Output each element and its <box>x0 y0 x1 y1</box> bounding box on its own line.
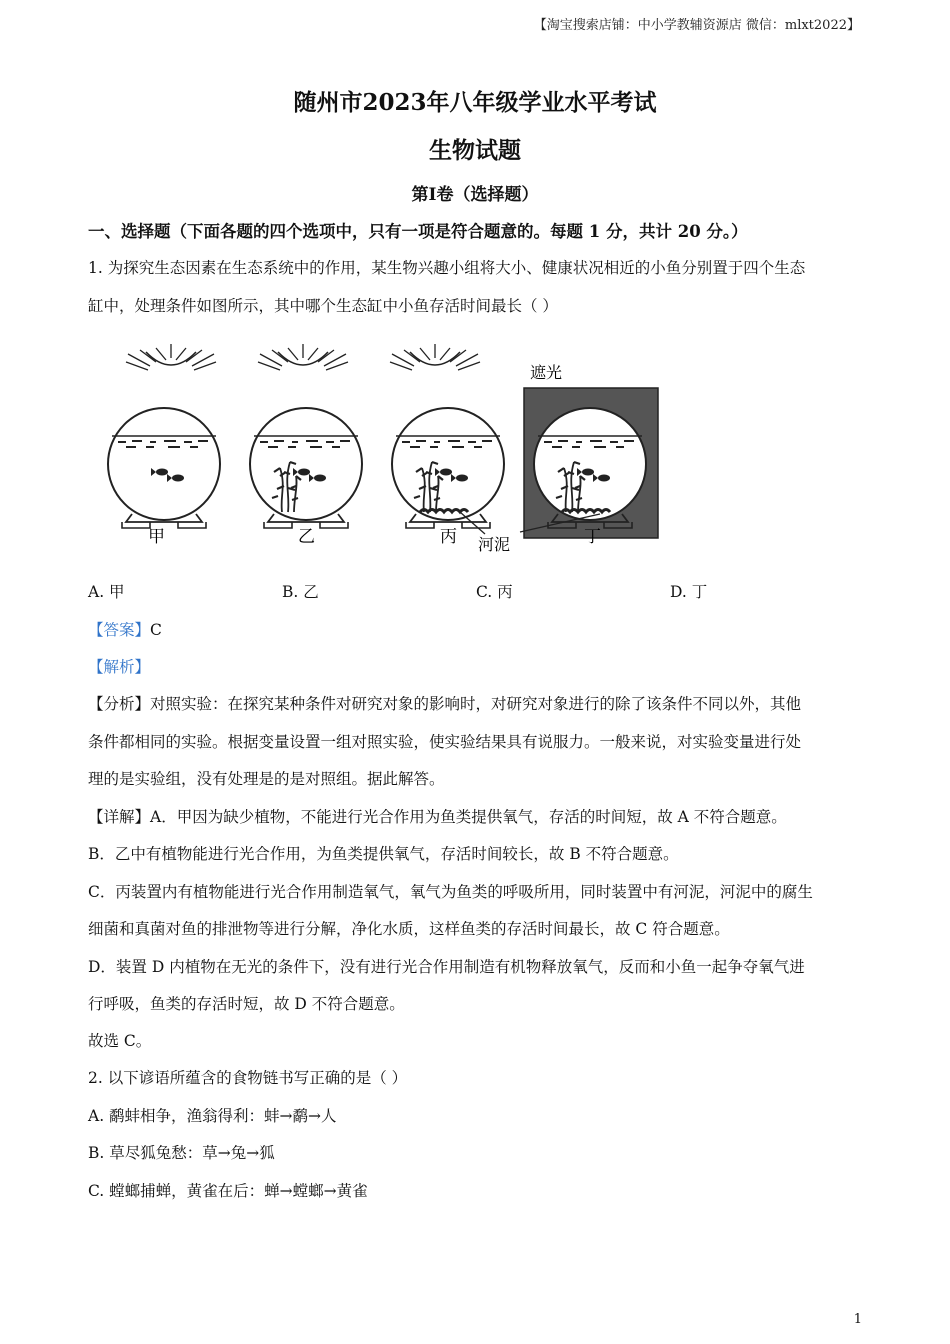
tank-label-ding: 丁 <box>584 527 601 546</box>
q1-option-a[interactable]: A. 甲 <box>88 583 125 601</box>
tank-label-bing: 丙 <box>440 527 457 546</box>
analysis-line: D．装置 D 内植物在无光的条件下，没有进行光合作用制造有机物释放氧气，反而和小鱼一起争夺氧气进 <box>88 958 805 976</box>
page-number: 1 <box>853 1312 862 1327</box>
answer-tag: 【答案】 <box>88 621 151 639</box>
header-note: 【淘宝搜索店铺：中小学教辅资源店 微信：mlxt2022】 <box>533 18 860 33</box>
q1-answer <box>88 618 162 640</box>
part-heading: 一、选择题（下面各题的四个选项中，只有一项是符合题意的。每题 1 分，共计 20 分。） <box>88 222 748 241</box>
label-mud: 河泥 <box>478 537 511 554</box>
q2-option-a[interactable]: A. 鹬蚌相争，渔翁得利：蚌→鹬→人 <box>88 1107 337 1125</box>
analysis-line: 条件都相同的实验。根据变量设置一组对照实验，使实验结果具有说服力。一般来说，对实验变量进行处 <box>88 733 802 751</box>
q2-stem: 2. 以下谚语所蕴含的食物链书写正确的是（ ） <box>88 1069 408 1087</box>
q1-option-d[interactable]: D. 丁 <box>670 583 708 601</box>
q1-stem-line-1: 1. 为探究生态因素在生态系统中的作用，某生物兴趣小组将大小、健康状况相近的小鱼分别置于四个生态 <box>88 259 806 277</box>
q1-stem-line-2: 缸中，处理条件如图所示，其中哪个生态缸中小鱼存活时间最长（ ） <box>88 297 558 315</box>
analysis-line: B．乙中有植物能进行光合作用，为鱼类提供氧气，存活时间较长，故 B 不符合题意。 <box>88 845 679 863</box>
analysis-line: 行呼吸，鱼类的存活时短，故 D 不符合题意。 <box>88 995 405 1013</box>
analysis-line: 【分析】对照实验：在探究某种条件对研究对象的影响时，对研究对象进行的除了该条件不同以外，其他 <box>88 695 802 713</box>
analysis-line: 理的是实验组，没有处理是的是对照组。据此解答。 <box>88 770 445 788</box>
tank-label-yi: 乙 <box>298 527 315 546</box>
exam-title: 随州市2023年八年级学业水平考试 <box>293 89 657 116</box>
analysis-tag: 【解析】 <box>88 658 151 676</box>
exam-subtitle: 生物试题 <box>429 137 521 164</box>
q1-option-b[interactable]: B. 乙 <box>282 583 319 601</box>
q1-option-c[interactable]: C. 丙 <box>476 583 513 601</box>
q2-option-c[interactable]: C. 螳螂捕蝉，黄雀在后：蝉→螳螂→黄雀 <box>88 1182 368 1200</box>
analysis-line: 细菌和真菌对鱼的排泄物等进行分解，净化水质，这样鱼类的存活时间最长，故 C 符合题意。 <box>88 920 730 938</box>
analysis-line: C．丙装置内有植物能进行光合作用制造氧气，氧气为鱼类的呼吸所用，同时装置中有河泥，河泥中的腐生 <box>88 883 813 901</box>
label-shade: 遮光 <box>530 365 563 382</box>
tank-label-jia: 甲 <box>148 527 165 546</box>
q2-option-b[interactable]: B. 草尽狐兔愁：草→兔→狐 <box>88 1144 275 1162</box>
fish-tank-figure <box>100 336 680 562</box>
analysis-line: 故选 C。 <box>88 1032 152 1050</box>
section-heading: 第Ⅰ卷（选择题） <box>411 185 539 205</box>
answer-value: C <box>150 621 162 639</box>
analysis-line: 【详解】A．甲因为缺少植物，不能进行光合作用为鱼类提供氧气，存活的时间短，故 A 不符合题意。 <box>88 808 787 826</box>
